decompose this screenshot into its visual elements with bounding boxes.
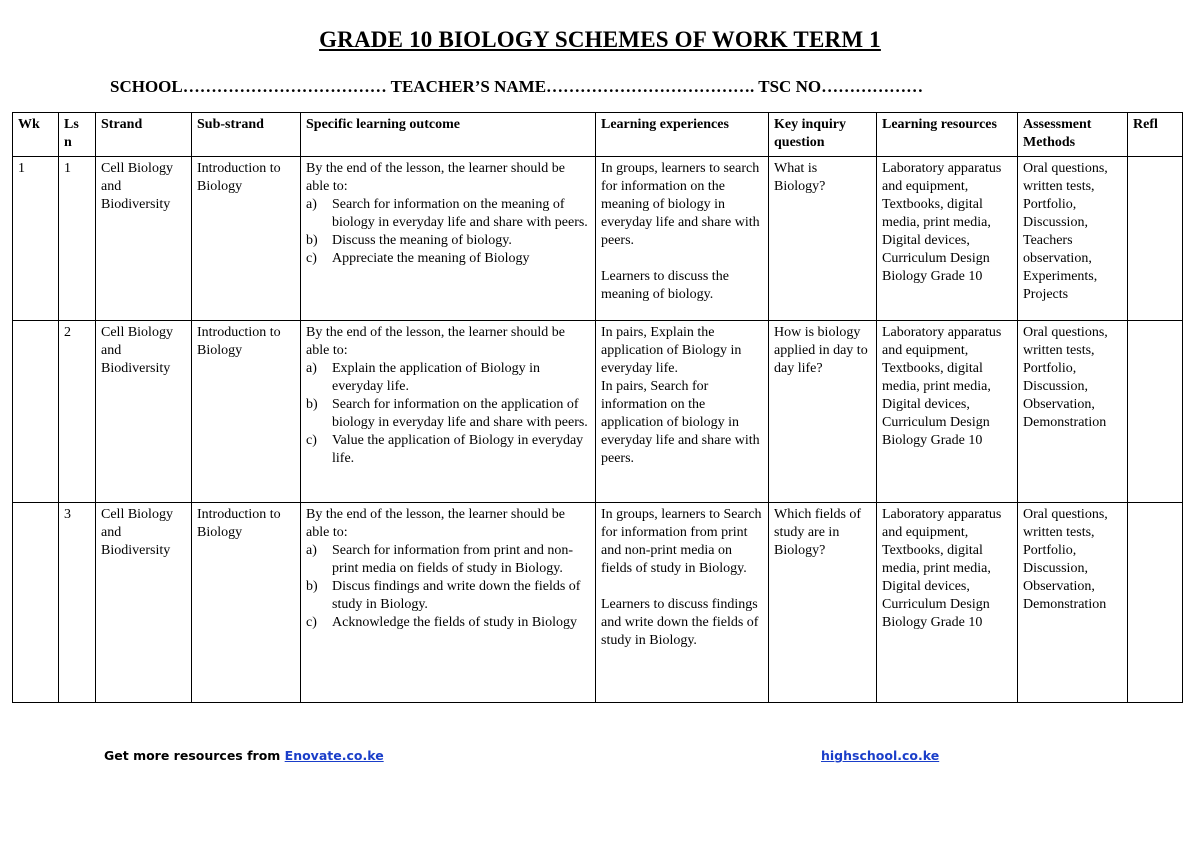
cell-question: How is biology applied in day to day life? <box>769 321 877 503</box>
experience-text: Learners to discuss the meaning of biology. <box>601 269 729 302</box>
outcome-list <box>306 360 590 468</box>
cell-substrand: Introduction to Biology <box>192 157 301 321</box>
outcome-item: a) Search for information from print and non-print media on fields of study in Biology. <box>306 543 574 576</box>
cell-assessment: Oral questions, written tests, Portfolio, Discussion, Observation, Demonstration <box>1018 321 1128 503</box>
cell-wk <box>13 321 59 503</box>
cell-resources: Laboratory apparatus and equipment, Textbooks, digital media, print media, Digital devices, Curriculum Design Biology Grade 10 <box>877 321 1018 503</box>
cell-outcome <box>301 157 596 321</box>
cell-outcome <box>301 503 596 703</box>
cell-lsn: 1 <box>59 157 96 321</box>
outcome-intro: By the end of the lesson, the learner should be able to: <box>306 507 565 540</box>
cell-refl <box>1128 503 1183 703</box>
header-experiences: Learning experiences <box>596 113 769 157</box>
header-lsn: Ls n <box>59 113 96 157</box>
cell-assessment: Oral questions, written tests, Portfolio, Discussion, Teachers observation, Experiments, Projects <box>1018 157 1128 321</box>
page-title: GRADE 10 BIOLOGY SCHEMES OF WORK TERM 1 <box>319 27 881 52</box>
footer-right <box>821 748 939 763</box>
experience-text: In pairs, Explain the application of Biology in everyday life. <box>601 325 742 376</box>
experience-text: Learners to discuss findings and write down the fields of study in Biology. <box>601 597 759 648</box>
outcome-item: c) Appreciate the meaning of Biology <box>306 251 530 266</box>
cell-resources: Laboratory apparatus and equipment, Textbooks, digital media, print media, Digital devices, Curriculum Design Biology Grade 10 <box>877 157 1018 321</box>
cell-experiences <box>596 503 769 703</box>
footer-resources <box>104 748 384 763</box>
cell-wk: 1 <box>13 157 59 321</box>
outcome-list <box>306 196 590 268</box>
table-row <box>13 503 1183 703</box>
cell-resources: Laboratory apparatus and equipment, Textbooks, digital media, print media, Digital devices, Curriculum Design Biology Grade 10 <box>877 503 1018 703</box>
schemes-of-work-table <box>12 112 1183 703</box>
cell-strand: Cell Biology and Biodiversity <box>96 157 192 321</box>
outcome-item: a) Explain the application of Biology in everyday life. <box>306 361 541 394</box>
cell-wk <box>13 503 59 703</box>
cell-substrand: Introduction to Biology <box>192 321 301 503</box>
header-strand: Strand <box>96 113 192 157</box>
cell-question: What is Biology? <box>769 157 877 321</box>
outcome-intro: By the end of the lesson, the learner should be able to: <box>306 325 565 358</box>
header-refl: Refl <box>1128 113 1183 157</box>
cell-experiences <box>596 157 769 321</box>
outcome-intro: By the end of the lesson, the learner should be able to: <box>306 161 565 194</box>
header-question: Key inquiry question <box>769 113 877 157</box>
cell-question: Which fields of study are in Biology? <box>769 503 877 703</box>
school-teacher-line: SCHOOL……………………………… TEACHER’S NAME………………………………. TSC NO……………… <box>110 77 924 96</box>
cell-strand: Cell Biology and Biodiversity <box>96 503 192 703</box>
cell-strand: Cell Biology and Biodiversity <box>96 321 192 503</box>
table-row <box>13 157 1183 321</box>
cell-outcome <box>301 321 596 503</box>
cell-refl <box>1128 321 1183 503</box>
header-resources: Learning resources <box>877 113 1018 157</box>
outcome-item: b) Discus findings and write down the fields of study in Biology. <box>306 579 581 612</box>
header-assessment: Assessment Methods <box>1018 113 1128 157</box>
header-wk: Wk <box>13 113 59 157</box>
table-header-row <box>13 113 1183 157</box>
cell-substrand: Introduction to Biology <box>192 503 301 703</box>
cell-experiences <box>596 321 769 503</box>
experience-text: In pairs, Search for information on the application of biology in everyday life and share with peers. <box>601 379 760 466</box>
highschool-link[interactable]: highschool.co.ke <box>821 748 940 763</box>
header-substrand: Sub-strand <box>192 113 301 157</box>
table-row <box>13 321 1183 503</box>
outcome-item: c) Value the application of Biology in everyday life. <box>306 433 584 466</box>
outcome-item: b) Discuss the meaning of biology. <box>306 233 512 248</box>
header-outcome: Specific learning outcome <box>301 113 596 157</box>
cell-lsn: 3 <box>59 503 96 703</box>
outcome-item: a) Search for information on the meaning of biology in everyday life and share with peers. <box>306 197 588 230</box>
experience-text: In groups, learners to search for information on the meaning of biology in everyday life and share with peers. <box>601 161 760 248</box>
footer-prefix: Get more resources from <box>104 748 285 763</box>
outcome-item: b) Search for information on the application of biology in everyday life and share with peers. <box>306 397 588 430</box>
outcome-item: c) Acknowledge the fields of study in Biology <box>306 615 577 630</box>
cell-refl <box>1128 157 1183 321</box>
experience-text: In groups, learners to Search for information from print and non-print media on fields of study in Biology. <box>601 507 762 576</box>
cell-lsn: 2 <box>59 321 96 503</box>
enovate-link[interactable]: Enovate.co.ke <box>284 748 384 763</box>
outcome-list <box>306 542 590 632</box>
cell-assessment: Oral questions, written tests, Portfolio, Discussion, Observation, Demonstration <box>1018 503 1128 703</box>
